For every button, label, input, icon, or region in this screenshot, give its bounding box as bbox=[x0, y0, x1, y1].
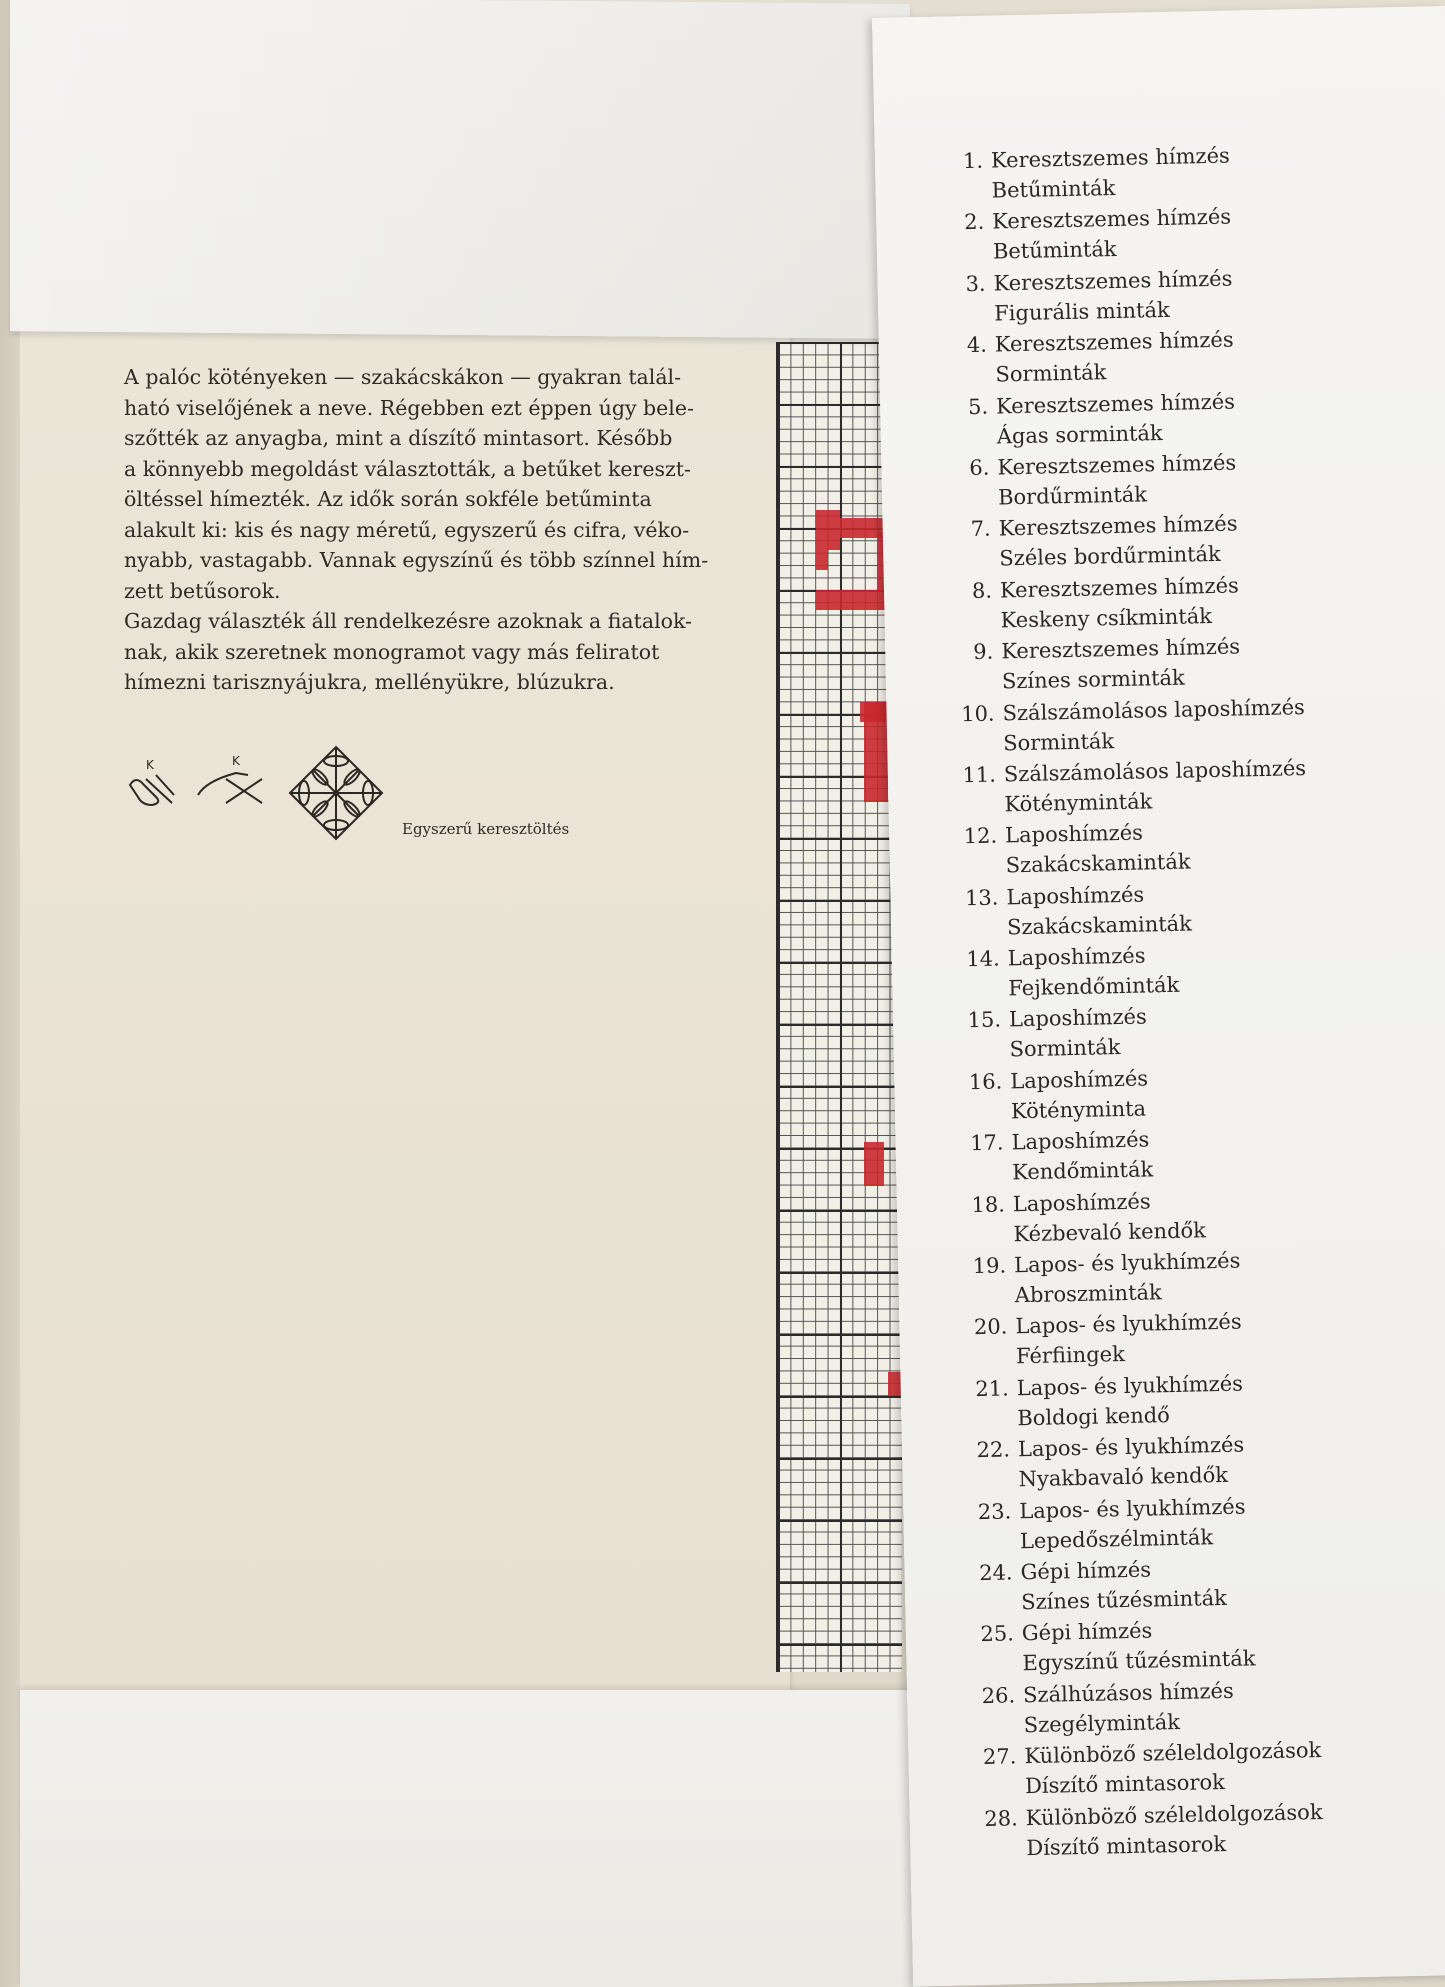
contents-item-subtitle: Ágas sorminták bbox=[996, 420, 1163, 449]
contents-item-subtitle: Széles bordűrminták bbox=[999, 542, 1222, 571]
paragraph-line: a könnyebb megoldást választották, a betűket kereszt- bbox=[124, 456, 691, 481]
paragraph-line: alakult ki: kis és nagy méretű, egyszerű és cifra, véko- bbox=[124, 517, 690, 542]
contents-item-title: Keresztszemes hímzés bbox=[990, 143, 1231, 173]
contents-item-title: Laposhímzés bbox=[1012, 1189, 1151, 1216]
contents-item-title: Gépi hímzés bbox=[1021, 1618, 1153, 1646]
contents-item-number: 15. bbox=[967, 1007, 1002, 1033]
contents-item bbox=[980, 1732, 1445, 1803]
contents-item-number: 11. bbox=[962, 762, 997, 788]
contents-item-title: Szálszámolásos laposhímzés bbox=[1003, 755, 1307, 787]
stitch-mark-label: K bbox=[232, 754, 240, 768]
contents-item-title: Lapos- és lyukhímzés bbox=[1019, 1494, 1246, 1523]
contents-item-title: Laposhímzés bbox=[1010, 1066, 1149, 1094]
contents-item bbox=[953, 443, 1434, 514]
contents-item bbox=[952, 382, 1433, 453]
contents-item-number: 13. bbox=[964, 885, 999, 910]
contents-item-subtitle: Díszítő mintasorok bbox=[1024, 1770, 1226, 1799]
contents-item-subtitle: Sorminták bbox=[1009, 1035, 1121, 1062]
contents-item bbox=[974, 1425, 1445, 1496]
contents-item-number: 17. bbox=[969, 1130, 1004, 1156]
contents-item-title: Lapos- és lyukhímzés bbox=[1015, 1309, 1242, 1339]
contents-item-number: 7. bbox=[970, 516, 991, 542]
contents-item-title: Keresztszemes hímzés bbox=[992, 204, 1232, 234]
top-flap bbox=[10, 0, 910, 339]
contents-item bbox=[981, 1794, 1445, 1865]
cross-stitch-illustration-icon bbox=[126, 745, 426, 845]
contents-item-subtitle: Lepedőszélminták bbox=[1019, 1524, 1214, 1553]
contents-item bbox=[960, 750, 1441, 821]
contents-item-number: 20. bbox=[973, 1314, 1008, 1340]
contents-item-subtitle: Bordűrminták bbox=[997, 482, 1148, 510]
contents-item-number: 28. bbox=[984, 1805, 1018, 1831]
contents-item-subtitle: Fejkendőminták bbox=[1008, 972, 1180, 1001]
contents-item-title: Lapos- és lyukhímzés bbox=[1013, 1248, 1241, 1278]
contents-item bbox=[957, 627, 1438, 698]
contents-item bbox=[971, 1303, 1445, 1374]
contents-item-subtitle: Kézbevaló kendők bbox=[1013, 1217, 1207, 1246]
contents-item-title: Keresztszemes hímzés bbox=[997, 450, 1237, 480]
contents-item-number: 5. bbox=[967, 394, 989, 419]
contents-item-number: 16. bbox=[968, 1069, 1003, 1095]
contents-item bbox=[947, 136, 1428, 207]
paragraph-line: A palóc kötényeken — szakácskákon — gyakran talál- bbox=[124, 365, 682, 389]
contents-item-title: Keresztszemes hímzés bbox=[998, 511, 1238, 541]
contents-item-subtitle: Keskeny csíkminták bbox=[1000, 603, 1213, 633]
contents-item-subtitle: Férfiingek bbox=[1015, 1342, 1126, 1369]
contents-item-number: 10. bbox=[960, 701, 995, 726]
contents-item bbox=[969, 1180, 1445, 1251]
stitch-mark-label: K bbox=[146, 758, 154, 772]
contents-item bbox=[958, 689, 1439, 760]
contents-item-number: 6. bbox=[969, 455, 990, 481]
contents-item bbox=[970, 1241, 1445, 1312]
contents-item-number: 26. bbox=[981, 1683, 1016, 1708]
bottom-flap bbox=[20, 1690, 920, 1987]
contents-item-number: 8. bbox=[971, 578, 993, 603]
red-stitch-pattern bbox=[864, 1142, 884, 1186]
contents-item-subtitle: Betűminták bbox=[991, 175, 1116, 203]
contents-item-subtitle: Abroszminták bbox=[1014, 1280, 1162, 1308]
contents-item-number: 18. bbox=[971, 1192, 1006, 1217]
contents-item bbox=[965, 996, 1445, 1067]
contents-item bbox=[954, 505, 1435, 576]
contents-item-title: Keresztszemes hímzés bbox=[1001, 634, 1241, 664]
paragraph-line: Gazdag választék áll rendelkezésre azoknak a fiatalok- bbox=[124, 609, 692, 633]
paragraph-line: hímezni tarisznyájukra, mellényükre, blúzukra. bbox=[124, 670, 615, 694]
red-stitch-pattern bbox=[816, 510, 840, 550]
red-stitch-pattern bbox=[864, 702, 888, 802]
contents-item-title: Különböző széleldolgozások bbox=[1024, 1738, 1322, 1769]
contents-item-title: Keresztszemes hímzés bbox=[999, 573, 1240, 603]
contents-item-number: 21. bbox=[975, 1376, 1009, 1401]
paragraph-line: szőtték az anyagba, mint a díszítő mintasort. Később bbox=[124, 426, 673, 450]
contents-item-subtitle: Szakácskaminták bbox=[1005, 849, 1191, 878]
contents-item-subtitle: Színes tűzésminták bbox=[1020, 1585, 1228, 1615]
contents-item-number: 3. bbox=[965, 271, 986, 296]
contents-item-title: Szálhúzásos hímzés bbox=[1022, 1678, 1234, 1707]
contents-item-title: Gépi hímzés bbox=[1020, 1557, 1152, 1585]
contents-item-title: Laposhímzés bbox=[1004, 820, 1144, 848]
contents-item-number: 25. bbox=[980, 1621, 1015, 1647]
paragraph-line: nyabb, vastagabb. Vannak egyszínű és több színnel hím- bbox=[124, 548, 709, 572]
contents-item bbox=[956, 566, 1437, 637]
contents-item bbox=[963, 934, 1444, 1005]
contents-item-number: 2. bbox=[964, 210, 985, 235]
contents-item-number: 1. bbox=[962, 148, 984, 174]
contents-item-title: Laposhímzés bbox=[1011, 1127, 1150, 1155]
paragraph-line: öltéssel hímezték. Az idők során sokféle betűminta bbox=[124, 487, 652, 511]
contents-item-title: Keresztszemes hímzés bbox=[994, 327, 1234, 357]
contents-item-title: Keresztszemes hímzés bbox=[995, 389, 1236, 419]
contents-item-subtitle: Egyszínű tűzésminták bbox=[1022, 1646, 1256, 1676]
contents-item-number: 22. bbox=[976, 1437, 1011, 1463]
paragraph-line: zett betűsorok. bbox=[124, 578, 281, 603]
intro-paragraph bbox=[124, 362, 724, 698]
contents-item-title: Különböző széleldolgozások bbox=[1025, 1799, 1323, 1830]
contents-item bbox=[979, 1671, 1445, 1742]
contents-item-title: Keresztszemes hímzés bbox=[993, 266, 1233, 296]
contents-item-subtitle: Sorminták bbox=[995, 360, 1107, 387]
contents-item bbox=[951, 321, 1432, 392]
contents-item-subtitle: Kötényminta bbox=[1010, 1096, 1147, 1124]
contents-item-title: Lapos- és lyukhímzés bbox=[1017, 1432, 1245, 1462]
contents-item bbox=[949, 259, 1430, 330]
paragraph-line: ható viselőjének a neve. Régebben ezt éppen úgy bele- bbox=[124, 395, 694, 420]
contents-item-subtitle: Sorminták bbox=[1002, 728, 1115, 755]
contents-item-title: Lapos- és lyukhímzés bbox=[1016, 1371, 1244, 1401]
contents-item-number: 4. bbox=[966, 332, 988, 358]
contents-item-subtitle: Figurális minták bbox=[993, 297, 1170, 326]
contents-item-subtitle: Díszítő mintasorok bbox=[1026, 1831, 1227, 1860]
contents-item bbox=[972, 1364, 1445, 1435]
contents-item-number: 14. bbox=[966, 946, 1000, 972]
contents-list bbox=[947, 136, 1445, 1865]
contents-item-subtitle: Boldogi kendő bbox=[1017, 1402, 1171, 1431]
contents-item-subtitle: Színes sorminták bbox=[1001, 665, 1186, 694]
contents-item bbox=[978, 1609, 1445, 1680]
contents-item-subtitle: Szakácskaminták bbox=[1006, 911, 1193, 940]
contents-item bbox=[966, 1057, 1445, 1128]
contents-item-number: 9. bbox=[973, 639, 994, 665]
contents-item bbox=[975, 1487, 1445, 1558]
contents-item-number: 24. bbox=[978, 1560, 1013, 1586]
contents-item-subtitle: Kendőminták bbox=[1011, 1157, 1154, 1185]
contents-item bbox=[948, 198, 1429, 269]
contents-item bbox=[962, 873, 1443, 944]
contents-item-number: 23. bbox=[977, 1499, 1012, 1524]
contents-card bbox=[872, 6, 1445, 1987]
contents-item-subtitle: Betűminták bbox=[992, 237, 1117, 264]
contents-item-number: 27. bbox=[982, 1744, 1017, 1770]
stitch-caption: Egyszerű keresztöltés bbox=[402, 820, 570, 838]
contents-item-subtitle: Szegélyminták bbox=[1023, 1709, 1181, 1737]
contents-item-title: Laposhímzés bbox=[1007, 943, 1146, 971]
contents-item bbox=[976, 1548, 1445, 1619]
stitch-diagram bbox=[126, 745, 426, 845]
contents-item-number: 19. bbox=[972, 1253, 1007, 1279]
contents-item-subtitle: Nyakbavaló kendők bbox=[1018, 1463, 1229, 1492]
contents-item-title: Laposhímzés bbox=[1008, 1004, 1147, 1032]
contents-item bbox=[967, 1118, 1445, 1189]
contents-item-title: Laposhímzés bbox=[1006, 882, 1145, 910]
contents-item-subtitle: Kötényminták bbox=[1004, 789, 1153, 817]
red-stitch-pattern bbox=[816, 550, 828, 570]
contents-item-title: Szálszámolásos laposhímzés bbox=[1002, 694, 1306, 725]
contents-item-number: 12. bbox=[963, 823, 998, 849]
contents-item bbox=[961, 812, 1442, 883]
paragraph-line: nak, akik szeretnek monogramot vagy más feliratot bbox=[124, 639, 660, 664]
